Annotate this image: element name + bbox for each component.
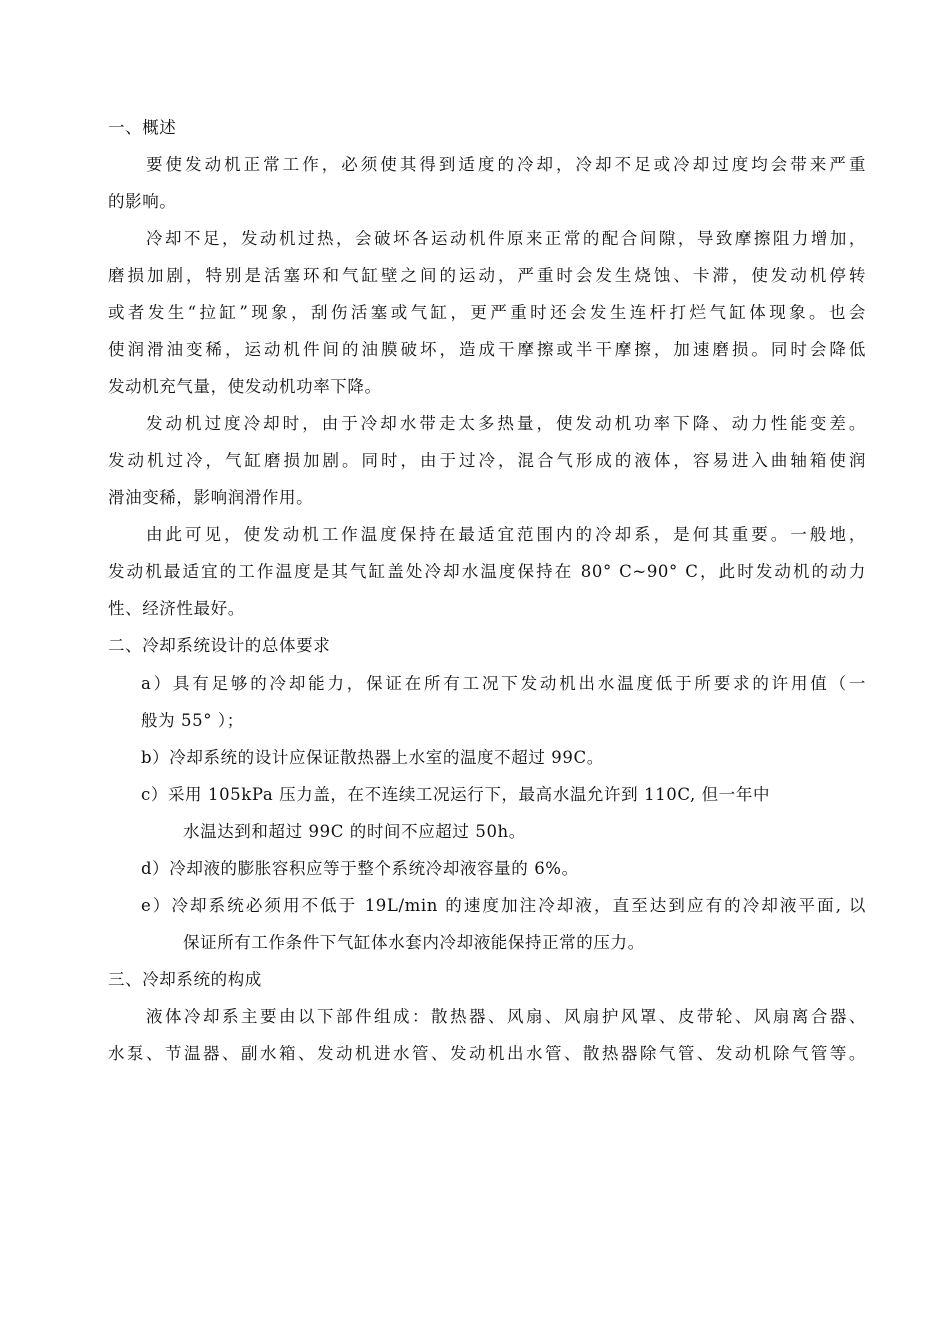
paragraph-line: 由此可见，使发动机工作温度保持在最适宜范围内的冷却系，是何其重要。一般地， <box>146 525 866 544</box>
paragraph-line: 滑油变稀，影响润滑作用。 <box>108 488 314 507</box>
paragraph-line: 发动机充气量，使发动机功率下降。 <box>108 377 382 396</box>
paragraph-line: 发动机过度冷却时，由于冷却水带走太多热量，使发动机功率下降、动力性能变差。 <box>146 414 866 433</box>
requirement-c: c）采用 105kPa 压力盖，在不连续工况运行下，最高水温允许到 110C, 但一年中 <box>141 785 771 804</box>
requirement-d: d）冷却液的膨胀容积应等于整个系统冷却液容量的 6%。 <box>141 859 579 878</box>
section-2-heading: 二、冷却系统设计的总体要求 <box>108 636 331 655</box>
section-1-heading: 一、概述 <box>108 118 177 137</box>
paragraph-line: 液体冷却系主要由以下部件组成：散热器、风扇、风扇护风罩、皮带轮、风扇离合器、 <box>146 1007 866 1026</box>
paragraph-line: 性、经济性最好。 <box>108 599 245 618</box>
section-3-heading: 三、冷却系统的构成 <box>108 970 262 989</box>
paragraph-line: 磨损加剧，特别是活塞环和气缸壁之间的运动，严重时会发生烧蚀、卡滞，使发动机停转 <box>108 266 866 285</box>
paragraph-line: 或者发生“拉缸”现象，刮伤活塞或气缸，更严重时还会发生连杆打烂气缸体现象。也会 <box>108 303 866 322</box>
paragraph-line: 水泵、节温器、副水箱、发动机进水管、发动机出水管、散热器除气管、发动机除气管等。 <box>108 1044 866 1063</box>
paragraph-line: 使润滑油变稀，运动机件间的油膜破坏，造成干摩擦或半干摩擦，加速磨损。同时会降低 <box>108 340 866 359</box>
requirement-e-cont: 保证所有工作条件下气缸体水套内冷却液能保持正常的压力。 <box>183 933 645 952</box>
paragraph-line: 要使发动机正常工作，必须使其得到适度的冷却，冷却不足或冷却过度均会带来严重 <box>146 155 866 174</box>
requirement-c-cont: 水温达到和超过 99C 的时间不应超过 50h。 <box>183 822 526 841</box>
paragraph-line: 的影响。 <box>108 192 177 211</box>
paragraph-line: 冷却不足，发动机过热，会破坏各运动机件原来正常的配合间隙，导致摩擦阻力增加， <box>146 229 866 248</box>
paragraph-line: 发动机过冷，气缸磨损加剧。同时，由于过冷，混合气形成的液体，容易进入曲轴箱使润 <box>108 451 866 470</box>
requirement-b: b）冷却系统的设计应保证散热器上水室的温度不超过 99C。 <box>141 748 604 767</box>
requirement-a: a）具有足够的冷却能力，保证在所有工况下发动机出水温度低于所要求的许用值（一 <box>141 674 866 693</box>
requirement-a-cont: 般为 55° ）； <box>141 711 244 730</box>
requirement-e: e）冷却系统必须用不低于 19L/min 的速度加注冷却液，直至达到应有的冷却液平面, 以 <box>141 896 866 915</box>
paragraph-line: 发动机最适宜的工作温度是其气缸盖处冷却水温度保持在 80° C~90° C，此时发动机的动力 <box>108 562 866 581</box>
